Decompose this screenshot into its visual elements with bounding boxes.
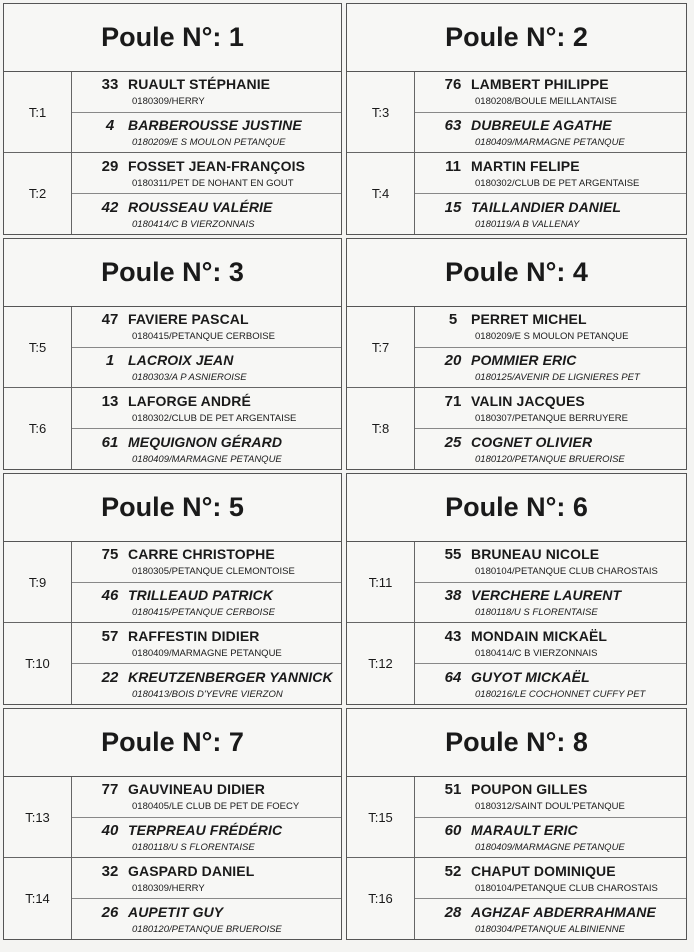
player-number: 13 bbox=[101, 392, 119, 410]
player-entry bbox=[415, 542, 686, 582]
player-line bbox=[435, 587, 686, 604]
player-line bbox=[92, 546, 341, 563]
player-number: 77 bbox=[101, 781, 119, 799]
player-name: MEQUIGNON GÉRARD bbox=[128, 433, 283, 450]
player-line bbox=[92, 628, 341, 645]
table-label: T:14 bbox=[4, 858, 72, 939]
player-entry bbox=[415, 817, 686, 858]
player-club: 0180415/PETANQUE CERBOISE bbox=[132, 606, 275, 618]
player-line bbox=[435, 781, 686, 798]
player-club: 0180118/U S FLORENTAISE bbox=[475, 606, 598, 618]
player-club: 0180305/PETANQUE CLEMONTOISE bbox=[132, 566, 295, 578]
player-entry bbox=[72, 428, 341, 469]
player-club: 0180414/C B VIERZONNAIS bbox=[475, 647, 598, 659]
player-list bbox=[72, 858, 341, 939]
table-label: T:6 bbox=[4, 388, 72, 469]
table-label: T:2 bbox=[4, 153, 72, 234]
player-number: 11 bbox=[445, 157, 461, 175]
table-block bbox=[4, 623, 341, 704]
player-line bbox=[92, 352, 341, 369]
player-name: RUAULT STÉPHANIE bbox=[128, 76, 271, 93]
player-entry bbox=[72, 663, 341, 704]
poule-block bbox=[3, 3, 342, 235]
player-club: 0180120/PETANQUE BRUEROISE bbox=[132, 923, 282, 935]
player-entry bbox=[72, 858, 341, 898]
player-list bbox=[415, 542, 686, 622]
player-name: POUPON GILLES bbox=[471, 781, 588, 798]
player-club: 0180413/BOIS D'YEVRE VIERZON bbox=[132, 688, 283, 700]
player-line bbox=[92, 76, 341, 93]
poule-title: Poule N°: 2 bbox=[347, 4, 686, 72]
player-line bbox=[92, 311, 341, 328]
table-label: T:11 bbox=[347, 542, 415, 622]
player-number: 42 bbox=[101, 198, 119, 216]
player-list bbox=[415, 72, 686, 152]
player-entry bbox=[72, 898, 341, 939]
player-line bbox=[435, 158, 686, 175]
player-club: 0180303/A P ASNIEROISE bbox=[132, 371, 247, 383]
table-label: T:7 bbox=[347, 307, 415, 387]
player-name: AGHZAF ABDERRAHMANE bbox=[471, 903, 656, 920]
table-block bbox=[4, 153, 341, 234]
player-entry bbox=[415, 193, 686, 234]
poule-block bbox=[3, 238, 342, 470]
player-club: 0180409/MARMAGNE PETANQUE bbox=[132, 453, 282, 465]
player-list bbox=[72, 153, 341, 234]
table-label: T:1 bbox=[4, 72, 72, 152]
player-entry bbox=[72, 153, 341, 193]
poule-block bbox=[3, 473, 342, 705]
player-list bbox=[415, 153, 686, 234]
table-block bbox=[347, 623, 686, 704]
table-block bbox=[347, 542, 686, 623]
player-entry bbox=[72, 582, 341, 623]
player-club: 0180307/PETANQUE BERRUYERE bbox=[475, 412, 628, 424]
player-name: CHAPUT DOMINIQUE bbox=[471, 862, 616, 879]
player-entry bbox=[415, 112, 686, 153]
poule-title: Poule N°: 8 bbox=[347, 709, 686, 777]
player-club: 0180309/HERRY bbox=[132, 882, 205, 894]
player-number: 43 bbox=[444, 627, 462, 645]
player-number: 52 bbox=[444, 862, 462, 880]
player-number: 61 bbox=[101, 433, 119, 451]
table-label: T:15 bbox=[347, 777, 415, 857]
table-label: T:16 bbox=[347, 858, 415, 939]
player-list bbox=[415, 307, 686, 387]
poule-title: Poule N°: 4 bbox=[347, 239, 686, 307]
player-club: 0180209/E S MOULON PETANQUE bbox=[132, 136, 286, 148]
table-label: T:5 bbox=[4, 307, 72, 387]
player-line bbox=[435, 669, 686, 686]
player-name: GASPARD DANIEL bbox=[128, 862, 255, 879]
player-club: 0180216/LE COCHONNET CUFFY PET bbox=[475, 688, 646, 700]
player-name: MONDAIN MICKAËL bbox=[471, 627, 608, 644]
table-block bbox=[347, 388, 686, 469]
player-club: 0180409/MARMAGNE PETANQUE bbox=[475, 841, 625, 853]
player-line bbox=[435, 76, 686, 93]
player-entry bbox=[415, 582, 686, 623]
player-club: 0180312/SAINT DOUL'PETANQUE bbox=[475, 801, 625, 813]
table-label: T:4 bbox=[347, 153, 415, 234]
player-line bbox=[435, 434, 686, 451]
player-line bbox=[435, 628, 686, 645]
player-name: FAVIERE PASCAL bbox=[128, 311, 249, 328]
player-line bbox=[92, 393, 341, 410]
player-number: 60 bbox=[444, 821, 462, 839]
player-line bbox=[435, 546, 686, 563]
player-line bbox=[435, 904, 686, 921]
player-number: 29 bbox=[101, 157, 119, 175]
table-block bbox=[4, 777, 341, 858]
player-list bbox=[72, 388, 341, 469]
player-entry bbox=[72, 817, 341, 858]
poule-block bbox=[3, 708, 342, 940]
player-list bbox=[415, 388, 686, 469]
player-club: 0180309/HERRY bbox=[132, 96, 205, 108]
player-name: MARAULT ERIC bbox=[471, 821, 578, 838]
player-entry bbox=[415, 663, 686, 704]
player-club: 0180409/MARMAGNE PETANQUE bbox=[132, 647, 282, 659]
player-club: 0180104/PETANQUE CLUB CHAROSTAIS bbox=[475, 882, 658, 894]
player-name: TAILLANDIER DANIEL bbox=[471, 198, 622, 215]
player-name: DUBREULE AGATHE bbox=[471, 116, 612, 133]
table-block bbox=[347, 153, 686, 234]
player-entry bbox=[415, 858, 686, 898]
player-club: 0180415/PETANQUE CERBOISE bbox=[132, 331, 275, 343]
player-number: 20 bbox=[444, 351, 462, 369]
poule-block bbox=[346, 3, 687, 235]
player-number: 38 bbox=[444, 586, 462, 604]
player-list bbox=[415, 777, 686, 857]
player-entry bbox=[72, 388, 341, 428]
player-club: 0180125/AVENIR DE LIGNIERES PET bbox=[475, 371, 640, 383]
player-number: 64 bbox=[444, 668, 462, 686]
player-name: LAMBERT PHILIPPE bbox=[471, 76, 609, 93]
player-line bbox=[435, 117, 686, 134]
player-entry bbox=[72, 112, 341, 153]
player-entry bbox=[72, 193, 341, 234]
player-number: 51 bbox=[444, 781, 462, 799]
table-block bbox=[347, 307, 686, 388]
player-list bbox=[72, 72, 341, 152]
player-name: PERRET MICHEL bbox=[471, 311, 587, 328]
table-block bbox=[4, 542, 341, 623]
player-name: LACROIX JEAN bbox=[128, 351, 234, 368]
player-number: 57 bbox=[101, 627, 119, 645]
table-block bbox=[4, 388, 341, 469]
table-label: T:3 bbox=[347, 72, 415, 152]
player-number: 15 bbox=[444, 198, 462, 216]
player-entry bbox=[72, 542, 341, 582]
player-entry bbox=[72, 777, 341, 817]
player-name: GUYOT MICKAËL bbox=[471, 668, 590, 685]
player-club: 0180414/C B VIERZONNAIS bbox=[132, 218, 255, 230]
player-name: MARTIN FELIPE bbox=[471, 157, 580, 174]
player-line bbox=[92, 199, 341, 216]
player-list bbox=[72, 777, 341, 857]
player-line bbox=[435, 199, 686, 216]
player-line bbox=[92, 158, 341, 175]
player-line bbox=[92, 434, 341, 451]
table-block bbox=[347, 777, 686, 858]
player-number: 33 bbox=[101, 76, 119, 94]
player-name: RAFFESTIN DIDIER bbox=[128, 627, 260, 644]
player-line bbox=[435, 311, 686, 328]
table-label: T:13 bbox=[4, 777, 72, 857]
player-name: BRUNEAU NICOLE bbox=[471, 546, 600, 563]
player-number: 28 bbox=[444, 903, 462, 921]
table-block bbox=[347, 72, 686, 153]
player-entry bbox=[415, 777, 686, 817]
player-number: 47 bbox=[101, 311, 119, 329]
player-number: 63 bbox=[444, 116, 462, 134]
table-block bbox=[347, 858, 686, 939]
player-entry bbox=[72, 623, 341, 663]
player-name: GAUVINEAU DIDIER bbox=[128, 781, 265, 798]
player-club: 0180302/CLUB DE PET ARGENTAISE bbox=[475, 177, 640, 189]
player-number: 55 bbox=[444, 546, 462, 564]
player-name: CARRE CHRISTOPHE bbox=[128, 546, 275, 563]
player-entry bbox=[72, 307, 341, 347]
player-entry bbox=[415, 623, 686, 663]
poule-title: Poule N°: 5 bbox=[4, 474, 341, 542]
player-number: 22 bbox=[101, 668, 119, 686]
table-label: T:8 bbox=[347, 388, 415, 469]
player-entry bbox=[72, 72, 341, 112]
poule-block bbox=[346, 238, 687, 470]
poule-title: Poule N°: 1 bbox=[4, 4, 341, 72]
player-entry bbox=[415, 428, 686, 469]
player-club: 0180208/BOULE MEILLANTAISE bbox=[475, 96, 617, 108]
poule-title: Poule N°: 7 bbox=[4, 709, 341, 777]
poule-title: Poule N°: 3 bbox=[4, 239, 341, 307]
player-line bbox=[92, 863, 341, 880]
player-club: 0180304/PETANQUE ALBINIENNE bbox=[475, 923, 625, 935]
player-list bbox=[72, 623, 341, 704]
player-club: 0180104/PETANQUE CLUB CHAROSTAIS bbox=[475, 566, 658, 578]
player-line bbox=[92, 669, 341, 686]
player-club: 0180120/PETANQUE BRUEROISE bbox=[475, 453, 625, 465]
player-club: 0180209/E S MOULON PETANQUE bbox=[475, 331, 629, 343]
player-club: 0180302/CLUB DE PET ARGENTAISE bbox=[132, 412, 297, 424]
player-name: VERCHERE LAURENT bbox=[471, 586, 622, 603]
player-number: 5 bbox=[448, 311, 458, 329]
player-name: FOSSET JEAN-FRANÇOIS bbox=[128, 157, 306, 174]
player-number: 75 bbox=[101, 546, 119, 564]
player-entry bbox=[415, 347, 686, 388]
player-number: 4 bbox=[105, 116, 115, 134]
player-name: COGNET OLIVIER bbox=[471, 433, 593, 450]
player-club: 0180405/LE CLUB DE PET DE FOECY bbox=[132, 801, 300, 813]
player-number: 1 bbox=[105, 351, 115, 369]
player-line bbox=[92, 822, 341, 839]
player-line bbox=[435, 393, 686, 410]
poule-block bbox=[346, 473, 687, 705]
player-name: BARBEROUSSE JUSTINE bbox=[128, 116, 302, 133]
player-line bbox=[435, 352, 686, 369]
table-block bbox=[4, 72, 341, 153]
player-name: AUPETIT GUY bbox=[128, 903, 224, 920]
player-entry bbox=[415, 153, 686, 193]
player-entry bbox=[415, 307, 686, 347]
player-club: 0180409/MARMAGNE PETANQUE bbox=[475, 136, 625, 148]
table-label: T:10 bbox=[4, 623, 72, 704]
table-label: T:12 bbox=[347, 623, 415, 704]
poule-title: Poule N°: 6 bbox=[347, 474, 686, 542]
player-name: LAFORGE ANDRÉ bbox=[128, 392, 251, 409]
player-name: TERPREAU FRÉDÉRIC bbox=[128, 821, 283, 838]
player-list bbox=[415, 858, 686, 939]
player-entry bbox=[72, 347, 341, 388]
player-line bbox=[435, 822, 686, 839]
player-line bbox=[435, 863, 686, 880]
player-number: 26 bbox=[101, 903, 119, 921]
table-block bbox=[4, 858, 341, 939]
player-line bbox=[92, 904, 341, 921]
table-block bbox=[4, 307, 341, 388]
player-number: 32 bbox=[101, 862, 119, 880]
player-list bbox=[415, 623, 686, 704]
player-line bbox=[92, 117, 341, 134]
player-list bbox=[72, 542, 341, 622]
player-number: 76 bbox=[444, 76, 462, 94]
player-number: 46 bbox=[101, 586, 119, 604]
player-number: 71 bbox=[444, 392, 462, 410]
player-entry bbox=[415, 388, 686, 428]
player-line bbox=[92, 781, 341, 798]
player-entry bbox=[415, 898, 686, 939]
player-name: ROUSSEAU VALÉRIE bbox=[128, 198, 273, 215]
player-club: 0180311/PET DE NOHANT EN GOUT bbox=[132, 177, 294, 189]
table-label: T:9 bbox=[4, 542, 72, 622]
player-club: 0180119/A B VALLENAY bbox=[475, 218, 580, 230]
player-entry bbox=[415, 72, 686, 112]
player-name: TRILLEAUD PATRICK bbox=[128, 586, 274, 603]
player-number: 40 bbox=[101, 821, 119, 839]
player-club: 0180118/U S FLORENTAISE bbox=[132, 841, 255, 853]
player-line bbox=[92, 587, 341, 604]
player-list bbox=[72, 307, 341, 387]
poule-block bbox=[346, 708, 687, 940]
player-name: KREUTZENBERGER YANNICK bbox=[128, 668, 333, 685]
player-name: POMMIER ERIC bbox=[471, 351, 577, 368]
player-name: VALIN JACQUES bbox=[471, 392, 585, 409]
player-number: 25 bbox=[444, 433, 462, 451]
